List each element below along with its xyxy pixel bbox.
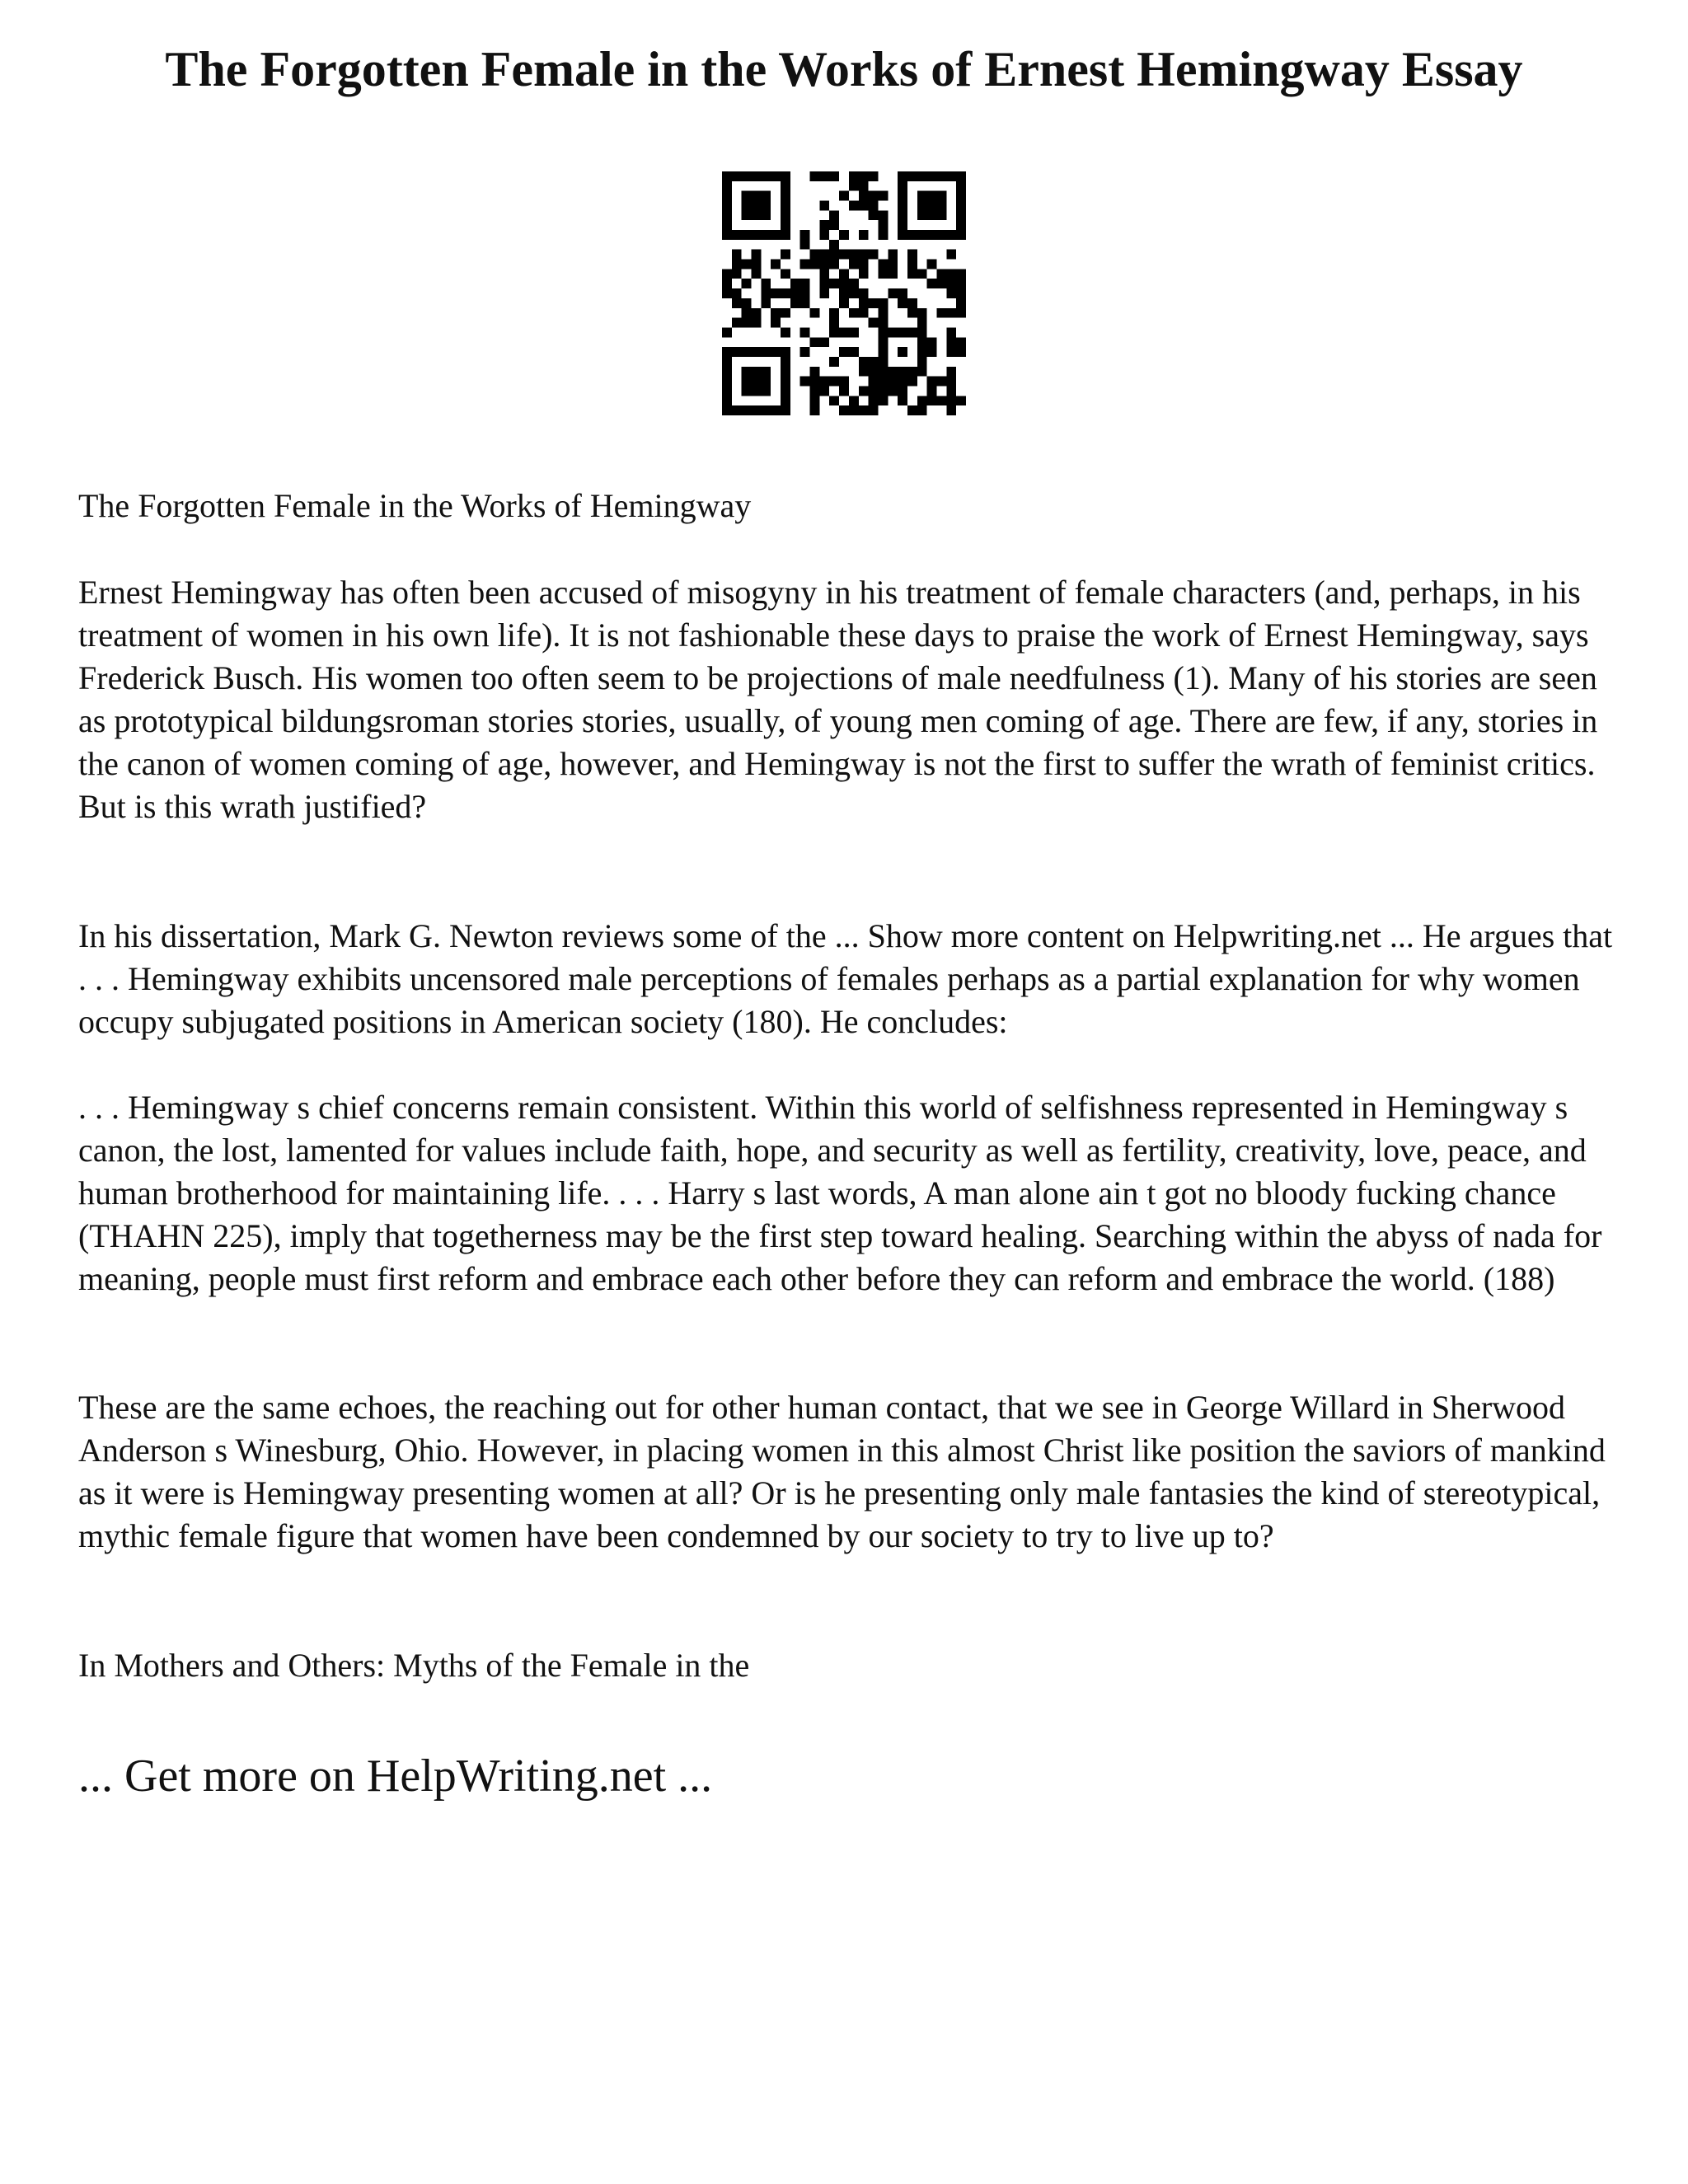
paragraph-newton: In his dissertation, Mark G. Newton reviews some of the ... Show more content on Helpwriting.net ... He argues that . . . Hemingway exhibits uncensored male perceptions of females perhaps as a partial explanation for why women occupy subjugated positions in American society (180). He concludes: [78, 917, 1613, 1040]
paragraph-mothers: In Mothers and Others: Myths of the Female in the [78, 1647, 750, 1684]
paragraph-echoes: These are the same echoes, the reaching out for other human contact, that we see in George Willard in Sherwood Anderson s Winesburg, Ohio. However, in placing women in this almost Christ like position the saviors of mankind as it were is Hemingway presenting women at all? Or is he presenting only male fantasies the kind of stereotypical, mythic female figure that women have been condemned by our society to try to live up to? [78, 1389, 1606, 1554]
paragraph-quote: . . . Hemingway s chief concerns remain consistent. Within this world of selfishness represented in Hemingway s canon, the lost, lamented for values include faith, hope, and security as well as fertility, creativity, love, peace, and human brotherhood for maintaining life. . . . Harry s last words, A man alone ain t got no bloody fucking chance (THAHN 225), imply that togetherness may be the first step toward healing. Searching within the abyss of nada for meaning, people must first reform and embrace each other before they can reform and embrace the world. (188) [78, 1089, 1602, 1297]
get-more-link[interactable]: ... Get more on HelpWriting.net ... [78, 1750, 713, 1802]
qr-code-icon [722, 171, 966, 415]
document-title: The Forgotten Female in the Works of Ernest Hemingway Essay [165, 42, 1523, 96]
paragraph-intro: Ernest Hemingway has often been accused of misogyny in his treatment of female characters (and, perhaps, in his treatment of women in his own life). It is not fashionable these days to praise the work of Ernest Hemingway, says Frederick Busch. His women too often seem to be projections of male needfulness (1). Many of his stories are seen as prototypical bildungsroman stories stories, usually, of young men coming of age. There are few, if any, stories in the canon of women coming of age, however, and Hemingway is not the first to suffer the wrath of feminist critics. But is this wrath justified? [78, 574, 1598, 825]
document-subtitle: The Forgotten Female in the Works of Hemingway [78, 487, 752, 524]
